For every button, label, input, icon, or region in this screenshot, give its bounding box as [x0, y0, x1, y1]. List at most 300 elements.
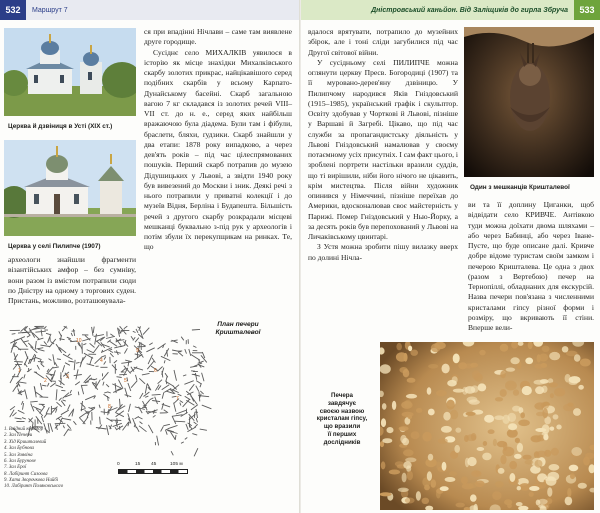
cave-passage	[46, 333, 50, 334]
cave-passage	[147, 383, 151, 390]
map-point-label: 10	[76, 338, 82, 344]
crystal-texture	[380, 492, 392, 496]
cave-passage	[92, 327, 93, 336]
cave-passage	[185, 396, 191, 400]
cave-passage	[85, 410, 88, 412]
cave-passage	[147, 361, 154, 369]
scale-bar-graphic	[118, 469, 188, 474]
cave-passage	[120, 399, 121, 408]
crystal-texture	[536, 451, 547, 458]
cave-passage	[41, 330, 42, 337]
cave-passage	[56, 389, 57, 400]
crystal-texture	[440, 486, 449, 491]
cave-passage	[136, 375, 138, 381]
cave-passage	[112, 384, 121, 388]
crystal-texture	[553, 414, 559, 419]
crystal-texture	[442, 364, 450, 374]
crystal-texture	[529, 486, 539, 491]
cave-passage	[139, 426, 147, 432]
cave-passage	[83, 344, 86, 345]
crystal-texture	[502, 415, 509, 424]
crystal-texture	[403, 369, 410, 377]
crystal-texture	[519, 483, 530, 491]
scale-label: 45	[151, 462, 157, 467]
cave-passage	[25, 389, 27, 399]
crystal-texture	[477, 447, 485, 451]
cave-passage	[178, 352, 183, 356]
crystal-texture	[512, 406, 521, 412]
cave-passage	[61, 410, 69, 415]
cave-passage	[121, 362, 130, 363]
cave-passage	[144, 392, 150, 397]
cave-passage	[140, 393, 143, 399]
crystal-texture	[508, 423, 517, 430]
cave-passage	[93, 345, 99, 353]
cave-passage	[67, 337, 71, 339]
caption-line: кристалам гіпсу,	[316, 415, 368, 423]
map-title-line: Кришталевої	[215, 328, 261, 336]
caption-line: що вразили	[323, 423, 361, 430]
right-column-1-text	[308, 27, 458, 263]
cave-passage	[87, 408, 95, 414]
legend-item: 9. Хата Зворочкова Найбі	[4, 478, 59, 483]
cave-passage	[139, 378, 145, 384]
crystal-texture	[449, 471, 457, 476]
crystal-texture	[402, 412, 414, 417]
crystal-texture	[443, 412, 450, 421]
church-ust-photo	[4, 28, 136, 116]
cave-passage	[193, 346, 196, 348]
crystal-texture	[478, 383, 487, 391]
cave-passage	[157, 436, 159, 446]
crystal-texture	[583, 457, 590, 466]
crystal-texture	[510, 473, 516, 482]
crystal-texture	[382, 403, 387, 410]
map-point-label: 3	[66, 374, 69, 380]
cave-passage	[106, 336, 115, 338]
crystal-texture	[471, 385, 479, 392]
caption-line: її перших	[327, 430, 357, 438]
cave-passage	[196, 381, 201, 384]
cave-passage	[129, 404, 131, 412]
cave-passage	[63, 400, 66, 401]
cave-passage	[37, 365, 39, 370]
crystal-texture	[549, 464, 560, 471]
cave-passage	[93, 327, 94, 333]
cave-passage	[133, 331, 136, 332]
cave-passage	[109, 349, 113, 351]
scale-label: 105 м	[170, 462, 183, 467]
crystal-texture	[551, 448, 559, 456]
cave-passage	[136, 427, 139, 432]
crystal-texture	[452, 376, 458, 383]
cave-passage	[162, 385, 170, 390]
crystal-texture	[398, 488, 409, 492]
crystal-texture	[455, 428, 461, 433]
cave-passage	[81, 385, 83, 394]
cave-passage	[59, 398, 62, 401]
crystal-texture	[550, 393, 554, 398]
crystal-texture	[578, 385, 584, 390]
cave-passage	[102, 372, 108, 380]
crystal-texture	[541, 363, 548, 368]
cave-passage	[14, 361, 23, 362]
cave-passage	[73, 329, 74, 336]
crystal-texture	[461, 476, 468, 484]
cave-passage	[174, 403, 176, 412]
church-pylypche-caption: Церква у селі Пилипче (1907)	[8, 243, 101, 250]
bat-caption: Один з мешканців Кришталевої	[470, 184, 570, 191]
cave-passage	[35, 387, 37, 398]
cave-passage	[36, 392, 43, 397]
cave-passage	[62, 365, 64, 372]
bat-photo	[464, 27, 594, 177]
cave-passage	[65, 363, 70, 366]
legend-item: 1. Вхідний коридор	[4, 427, 44, 432]
cave-passage	[110, 353, 114, 357]
crystal-texture	[518, 420, 530, 427]
left-page-number: 532	[0, 0, 26, 20]
crystal-texture	[402, 473, 407, 483]
cave-passage	[118, 380, 122, 388]
scale-label: 0	[117, 462, 120, 467]
cave-passage	[165, 430, 167, 435]
paragraph: ви та її доплину Циганки, щоб відвідати село КРИВЧЕ. Антівкою туди можна доїхати двома шляхами – або через Бабинці, або через Іване-Пусте, що буде описане далі. Кривче добре відоме туристам своїм замком і печерою Кришталева. Це одна з двох (разом з Вертебою) печер на Тернопіллі, обладнаних для екскурсій. Назва печери пов'язана з численними кристалами гіпсу різної форми і розміру, що вкривають її стіни. Вперше вели-	[468, 200, 594, 332]
crystal-texture	[492, 491, 501, 500]
caption-line: своєю назвою	[319, 407, 365, 415]
crystal-texture	[500, 389, 507, 397]
cave-passage	[117, 377, 122, 378]
crystal-texture	[458, 362, 467, 369]
crystal-texture	[522, 386, 532, 395]
right-page-header	[301, 0, 600, 20]
cave-passage	[13, 385, 18, 392]
map-point-label: 7	[176, 396, 179, 402]
cave-passage	[148, 355, 152, 364]
crystal-texture	[399, 426, 409, 431]
cave-passage	[79, 418, 85, 425]
map-point-label: 2	[44, 378, 47, 384]
cave-passage	[110, 351, 113, 352]
crystal-texture	[573, 408, 581, 416]
cave-passage	[87, 350, 94, 353]
legend-item: 4. Зал Бубнова	[4, 446, 34, 452]
legend-item: 10. Лабіринт Поляковського	[4, 484, 64, 490]
paragraph: У сусідньому селі ПИЛИПЧЕ можна оглянути церкву Пресв. Богородиці (1907) та її муровано-дерев'яну дзвіницю. У Пилипчому народився Яків Гніздовський (1915–1985), український графік і скульптор. Освіту здобував у Чорткові й Львові, пізніше у Варшаві й Загребі. Цікаво, що під час служби за пропагандистську діяльність у Львові Гніздовський намалював у своєму потаємному усіх присутніх. І сам факт цього, і зроблені портрети настільки вразили суддів, що ті вирішили, ніби його нічого не цікавить, крім мистецтва. Після війни художник опинився у Німеччині, пізніше переїхав до Америки, вдосконалював своє майстерність у Парижі. Помер Гніздовський у Нью-Йорку, а за десять років був перепохований у Львові на Личаківському цвинтарі.	[308, 57, 458, 241]
map-point-label: 1	[18, 368, 21, 374]
cave-passage	[62, 418, 71, 420]
cave-passage	[102, 355, 106, 357]
cave-passage	[131, 336, 133, 339]
cave-passage	[108, 392, 111, 393]
cave-passage	[104, 394, 110, 398]
right-page-number: 533	[574, 0, 600, 20]
cave-passage	[161, 356, 170, 360]
crystal-texture	[549, 382, 558, 387]
cave-passage	[189, 384, 194, 391]
cave-passage	[196, 409, 198, 418]
cave-passage	[47, 383, 49, 386]
cave-passage	[64, 429, 69, 436]
cave-passage	[63, 426, 64, 429]
cave-passage	[146, 348, 154, 352]
cave-passage	[192, 434, 197, 436]
cave-passage	[184, 381, 193, 385]
crystal-texture	[525, 460, 534, 465]
cave-passage	[163, 424, 170, 426]
cave-passage	[194, 448, 198, 456]
crystal-texture	[538, 499, 548, 505]
cave-passage	[128, 361, 129, 367]
crystal-texture	[500, 455, 506, 465]
cave-passage	[124, 366, 131, 374]
crystal-texture	[539, 354, 548, 362]
map-title-line: План печери	[217, 321, 259, 328]
crystal-texture	[466, 434, 476, 441]
crystal-texture	[434, 342, 446, 349]
crystal-texture	[547, 472, 559, 481]
crystal-texture	[450, 410, 458, 420]
crystal-texture	[428, 364, 438, 369]
crystal-texture	[500, 344, 509, 352]
cave-passage	[115, 427, 117, 430]
cave-passage	[10, 410, 14, 418]
map-scale-bar	[118, 462, 190, 478]
cave-passage	[59, 339, 65, 340]
crystal-texture	[542, 424, 550, 434]
legend-item: 2. Зал Печери	[4, 433, 33, 439]
cave-passage	[44, 341, 47, 344]
crystal-texture	[542, 346, 550, 352]
cave-passage	[36, 416, 42, 424]
cave-passage	[164, 410, 168, 413]
cave-passage	[164, 360, 165, 363]
cave-passage	[110, 334, 113, 336]
crystal-texture	[479, 350, 485, 356]
cave-passage	[42, 385, 46, 386]
crystal-texture	[570, 473, 575, 479]
cave-passage	[68, 361, 73, 362]
cave-passage	[21, 401, 23, 405]
crystal-texture	[470, 494, 477, 501]
map-point-label: 4	[100, 358, 103, 364]
cave-passage	[75, 382, 80, 385]
cave-passage	[18, 410, 25, 413]
cave-passage	[124, 326, 128, 329]
crystal-texture	[514, 454, 522, 459]
crystal-texture	[392, 401, 396, 410]
paragraph: ся при впадінні Нічлави – саме там виявлене друге городище.	[144, 27, 292, 47]
crystal-texture	[407, 471, 413, 481]
cave-passage	[125, 388, 128, 397]
cave-passage	[57, 402, 62, 407]
crystal-texture	[488, 429, 495, 434]
cave-passage	[80, 356, 86, 364]
cave-passage	[176, 410, 186, 414]
cave-passage	[192, 397, 197, 404]
crystal-texture	[395, 461, 404, 466]
cave-map-title	[206, 321, 270, 337]
cave-passage	[140, 422, 143, 424]
cave-passage	[172, 416, 176, 424]
crystal-texture	[411, 431, 420, 439]
crystal-texture	[382, 438, 392, 443]
crystal-texture	[410, 350, 418, 356]
cave-passage	[30, 401, 38, 402]
map-point-label: 9	[136, 348, 139, 354]
cave-passage	[68, 339, 71, 341]
cave-passage	[57, 359, 61, 360]
cave-passage	[103, 382, 104, 386]
cave-map-legend	[4, 427, 63, 491]
crystal-texture	[396, 343, 402, 350]
cave-passage	[74, 375, 82, 376]
cave-passage	[171, 432, 176, 440]
crystal-texture	[525, 358, 533, 365]
cave-passage	[202, 373, 204, 381]
cave-passage	[181, 442, 184, 443]
legend-item: 8. Лабіринт Сизоова	[4, 471, 48, 477]
cave-passage	[162, 392, 164, 398]
cave-passage	[148, 425, 153, 433]
crystal-texture	[498, 468, 505, 474]
cave-passage	[22, 332, 31, 333]
crystal-texture	[442, 462, 447, 471]
cave-passage	[21, 339, 27, 347]
crystal-texture	[405, 498, 415, 504]
cave-passage	[194, 422, 197, 424]
crystal-texture	[422, 432, 431, 442]
cave-passage	[149, 343, 152, 345]
cave-passage	[56, 409, 57, 413]
cave-passage	[12, 412, 16, 416]
cave-passage	[202, 405, 212, 409]
crystal-texture	[387, 427, 394, 433]
cave-passage	[35, 341, 36, 350]
cave-passage	[119, 374, 127, 375]
right-running-title: Дністровський каньйон. Від Заліщиків до гирла Збруча	[371, 6, 568, 14]
scale-label: 15	[135, 462, 141, 467]
crystal-texture	[483, 441, 487, 446]
cave-passage	[135, 338, 139, 343]
paragraph: З Устя можна зробити пішу вилазку вверх по долині Нічла-	[308, 242, 458, 262]
cave-passage	[112, 365, 117, 370]
cave-passage	[142, 373, 150, 375]
crystal-texture	[567, 488, 571, 497]
crystal-texture	[467, 457, 476, 466]
crystal-texture	[493, 439, 497, 447]
cave-passage	[68, 405, 71, 410]
cave-passage	[192, 329, 200, 330]
crystal-texture	[441, 426, 452, 433]
cave-passage	[76, 369, 78, 379]
crystal-texture	[428, 409, 435, 416]
cave-passage	[22, 418, 26, 419]
cave-passage	[76, 362, 80, 363]
cave-passage	[183, 399, 190, 407]
cave-passage	[168, 425, 178, 428]
cave-passage	[15, 337, 25, 341]
crystal-texture	[470, 363, 478, 368]
cave-passage	[11, 344, 14, 353]
left-running-title: Маршрут 7	[32, 6, 68, 14]
crystal-texture	[513, 389, 519, 395]
cave-passage	[117, 418, 118, 423]
cave-passage	[90, 343, 95, 347]
cave-passage	[152, 394, 161, 395]
crystal-texture	[542, 408, 548, 418]
cave-passage	[181, 337, 184, 341]
cave-passage	[124, 348, 127, 353]
caption-line: дослідників	[323, 438, 361, 446]
cave-passage	[40, 345, 49, 346]
cave-passage	[10, 374, 15, 383]
cave-passage	[135, 416, 139, 419]
cave-passage	[95, 334, 97, 345]
crystal-texture	[468, 483, 477, 489]
cave-passage	[96, 428, 107, 430]
map-point-label: 5	[124, 378, 127, 384]
cave-passage	[63, 354, 73, 359]
crystal-texture	[569, 465, 579, 472]
crystal-texture	[453, 354, 460, 364]
crystal-texture	[436, 390, 447, 397]
crystal-texture	[567, 403, 573, 407]
cave-passage	[145, 384, 147, 393]
cave-passage	[199, 392, 200, 402]
cave-passage	[85, 382, 89, 383]
crystal-texture	[547, 487, 552, 496]
cave-passage	[73, 421, 76, 425]
crystal-texture	[503, 442, 507, 451]
cave-passage	[175, 435, 176, 440]
cave-passage	[185, 438, 188, 440]
cave-passage	[198, 361, 204, 363]
crystal-texture	[506, 368, 515, 372]
crystal-texture	[431, 479, 437, 487]
cave-passage	[55, 362, 57, 366]
cave-passage	[27, 369, 32, 372]
cave-passage	[144, 400, 150, 407]
crystal-texture	[381, 461, 386, 469]
crystal-texture	[520, 412, 525, 418]
crystal-texture	[571, 447, 582, 456]
cave-passage	[49, 359, 52, 361]
cave-passage	[10, 406, 15, 410]
cave-passage	[24, 357, 28, 366]
cave-passage	[35, 357, 42, 359]
crystal-texture	[515, 438, 520, 443]
left-column-2-text	[144, 27, 292, 253]
paragraph: вдалося врятувати, потрапило до музейних збірок, але і тоні сліди загубилися під час Другої світової війни.	[308, 27, 458, 57]
crystal-texture	[535, 460, 543, 468]
map-point-label: 8	[108, 404, 111, 410]
cave-passage	[41, 364, 45, 367]
cave-crystals-caption	[312, 392, 372, 446]
cave-passage	[152, 401, 160, 402]
cave-passage	[191, 355, 200, 361]
crystal-texture	[454, 445, 460, 453]
caption-line: Печера	[331, 392, 353, 399]
paragraph: археологи знайшли фрагменти візантійських амфор – без сумніву, вони разом із вмістом потрапили сюди по Дністру на одному з торгових суден. Пристань, можливо, розташовувала-	[8, 255, 136, 305]
cave-passage	[104, 357, 106, 360]
crystal-texture	[580, 359, 591, 367]
cave-passage	[81, 403, 86, 408]
cave-passage	[23, 403, 24, 410]
cave-passage	[31, 403, 34, 411]
cave-passage	[145, 396, 148, 397]
cave-passage	[127, 377, 128, 381]
